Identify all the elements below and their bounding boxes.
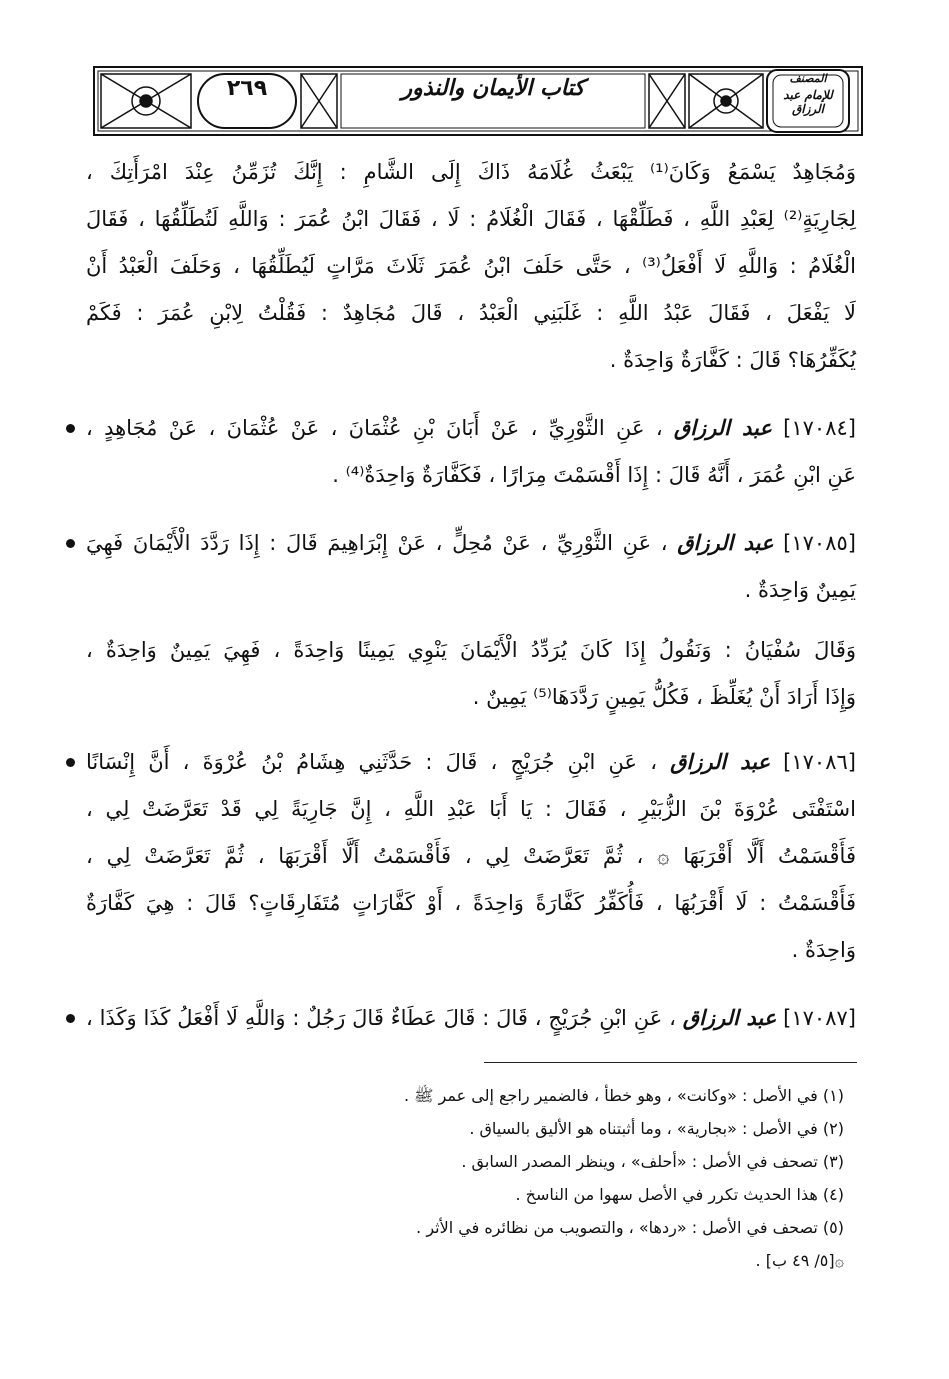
line-text: ، عَنِ ابْنِ جُرَيْجٍ ، قَالَ : قَالَ عَطَاءٌ قَالَ رَجُلٌ : وَاللَّهِ لَا أَفْعَلُ كَذَا وَكَذَا ، [86,1006,676,1030]
bullet-icon [66,1014,75,1023]
hadith-line [86,742,856,782]
line-text: اسْتَفْتَى عُرْوَةَ بْنَ الزُّبَيْرِ ، فَقَالَ : يَا أَبَا عَبْدِ اللَّهِ ، إِنَّ جَارِيَةً لِي قَدْ تَعَرَّضَتْ لِي ، [86,797,856,821]
hadith-number: [١٧٠٨٦] [783,750,856,774]
body-line [86,340,856,380]
body-line [86,677,856,717]
page-header [93,66,863,136]
line-text: يُكَفِّرُهَا؟ قَالَ : كَفَّارَةٌ وَاحِدَةٌ . [609,348,856,372]
footnote: (٤) هذا الحديث تكرر في الأصل سهوا من الناسخ . [515,1185,844,1204]
bullet-icon [66,424,75,433]
bullet-icon [66,758,75,767]
seal-author: للإمام عبد الرزاق [783,88,833,116]
hadith-author: عبد الرزاق [670,750,770,774]
line-text: عَنِ ابْنِ عُمَرَ ، أَنَّهُ قَالَ : إِذَا أَقْسَمْتَ مِرَارًا ، فَكَفَّارَةٌ وَاحِدَةٌ⁽⁴⁾ . [332,463,856,487]
body-line [86,293,856,333]
line-text: الْغُلَامُ : وَاللَّهِ لَا أَفْعَلُ⁽³⁾ ، حَتَّى حَلَفَ ابْنُ عُمَرَ ثَلَاثَ مَرَّاتٍ لَيُطَلِّقُهَا ، وَحَلَفَ الْعَبْدُ أَنْ [86,254,856,278]
hadith-author: عبد الرزاق [682,1006,777,1030]
hadith-number: [١٧٠٨٤] [783,416,856,440]
footnote-divider [484,1062,857,1063]
body-line [86,789,856,829]
footnote: (٥) تصحف في الأصل : «ردها» ، والتصويب من نظائره في الأثر . [416,1218,844,1237]
body-line [86,883,856,923]
body-line [86,570,856,610]
line-text: وَقَالَ سُفْيَانُ : وَنَقُولُ إِذَا كَانَ يُرَدِّدُ الْأَيْمَانَ يَنْوِي يَمِينًا وَاحِدَةً ، فَهِيَ يَمِينٌ وَاحِدَةٌ ، [86,638,856,662]
hadith-author: عبد الرزاق [677,531,774,555]
body-line [86,455,856,495]
body-line [86,152,856,192]
line-text: وَمُجَاهِدٌ يَسْمَعُ وَكَانَ⁽¹⁾ يَبْعَثُ غُلَامَهُ ذَاكَ إِلَى الشَّامِ : إِنَّكَ تُزَمِّنُ عِنْدَ امْرَأَتِكَ ، [86,160,856,184]
hadith-number: [١٧٠٨٧] [783,1006,856,1030]
line-text: ، عَنِ الثَّوْرِيِّ ، عَنْ أَبَانَ بْنِ عُثْمَانَ ، عَنْ عُثْمَانَ ، عَنْ مُجَاهِدٍ ، [86,416,663,440]
body-line [86,246,856,286]
seal-title: المصنف [789,72,827,85]
footnote: (١) في الأصل : «وكانت» ، وهو خطأ ، فالضمير راجع إلى عمر ﷺ . [404,1086,844,1105]
line-text: ، عَنِ الثَّوْرِيِّ ، عَنْ مُحِلٍّ ، عَنْ إِبْرَاهِيمَ قَالَ : إِذَا رَدَّدَ الْأَيْمَانَ فَهِيَ [86,531,668,555]
footnote-page-ref: ۞[٥/ ٤٩ ب] . [755,1251,844,1270]
bullet-icon [66,539,75,548]
hadith-author: عبد الرزاق [673,416,772,440]
body-line [86,930,856,970]
line-text: يَمِينٌ وَاحِدَةٌ . [744,578,856,602]
hadith-line [86,523,856,563]
body-line [86,630,856,670]
line-text: وَاحِدَةٌ . [791,938,856,962]
body-line [86,199,856,239]
hadith-number: [١٧٠٨٥] [783,531,856,555]
page-number: ٢٦٩ [226,76,268,101]
line-text: لِجَارِيَةٍ⁽²⁾ لِعَبْدِ اللَّهِ ، فَطَلِّقْهَا ، فَقَالَ الْغُلَامُ : لَا ، فَقَالَ ابْنُ عُمَرَ : وَاللَّهِ لَتُطَلِّقُهَا ، فَقَالَ [86,207,856,231]
hadith-line [86,998,856,1038]
line-text: ، عَنِ ابْنِ جُرَيْجٍ ، قَالَ : حَدَّثَنِي هِشَامُ بْنُ عُرْوَةَ ، أَنَّ إِنْسَانًا [86,750,657,774]
line-text: فَأَقْسَمْتُ أَلَّا أَقْرَبَهَا ۞ ، ثُمَّ تَعَرَّضَتْ لِي ، فَأَقْسَمْتُ أَلَّا أَقْرَبَهَا ، ثُمَّ تَعَرَّضَتْ لِي ، [86,844,856,868]
footnote: (٣) تصحف في الأصل : «أحلف» ، وينظر المصدر السابق . [461,1152,844,1171]
line-text: فَأَقْسَمْتُ : لَا أَقْرَبُهَا ، فَأُكَفِّرُ كَفَّارَةً وَاحِدَةً ، أَوْ كَفَّارَاتٍ مُتَفَارِقَاتٍ؟ قَالَ : هِيَ كَفَّارَةٌ [86,891,856,915]
footnote: (٢) في الأصل : «بجارية» ، وما أثبتناه هو الأليق بالسياق . [469,1119,844,1138]
line-text: لَا يَفْعَلَ ، فَقَالَ عَبْدُ اللَّهِ : غَلَبَنِي الْعَبْدُ ، قَالَ مُجَاهِدٌ : فَقُلْتُ لِابْنِ عُمَرَ : فَكَمْ [86,301,856,325]
chapter-title: كتاب الأيمان والنذور [401,76,585,101]
line-text: وَإِذَا أَرَادَ أَنْ يُغَلِّظَ ، فَكُلُّ يَمِينٍ رَدَّدَهَا⁽⁵⁾ يَمِينٌ . [472,685,856,709]
hadith-line [86,408,856,448]
body-line [86,836,856,876]
